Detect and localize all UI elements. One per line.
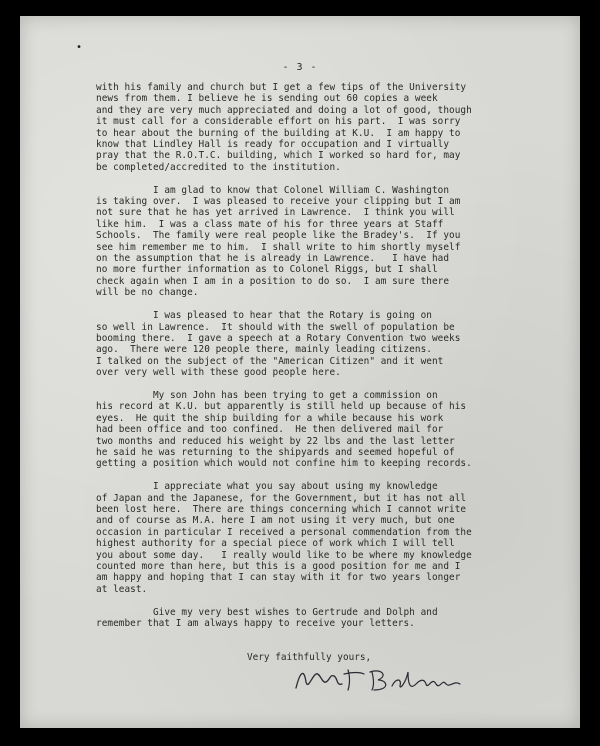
text-line: be completed/accredited to the institution. bbox=[96, 161, 341, 173]
text-line: remember that I am always happy to receive your letters. bbox=[96, 618, 415, 630]
text-line: his record at K.U. but apparently is still held up because of his bbox=[96, 401, 467, 413]
letter-paragraph bbox=[96, 607, 566, 630]
text-line: and they are very much appreciated and doing a lot of good, though bbox=[96, 104, 472, 116]
letter-paragraph bbox=[96, 481, 566, 595]
text-line: occasion in particular I received a personal commendation from the bbox=[96, 526, 472, 538]
closing-line: Very faithfully yours, bbox=[247, 652, 372, 663]
text-line: it must call for a considerable effort on his part. I was sorry bbox=[96, 116, 461, 128]
text-line: with his family and church but I get a few tips of the University bbox=[96, 82, 467, 93]
text-line: so well in Lawrence. It should with the swell of population be bbox=[96, 321, 455, 333]
text-line: ago. There were 120 people there, mainly leading citizens. bbox=[96, 344, 432, 356]
text-line: counted more than here, but this is a good position for me and I bbox=[96, 561, 461, 572]
text-line: not sure that he has yet arrived in Lawrence. I think you will bbox=[96, 207, 455, 219]
text-line: to hear about the burning of the building at K.U. I am happy to bbox=[96, 127, 461, 139]
letter-body bbox=[96, 82, 566, 641]
text-line: on the assumption that he is already in Lawrence. I have had bbox=[96, 253, 450, 265]
text-line: news from them. I believe he is sending out 60 copies a week bbox=[96, 93, 438, 105]
text-line: My son John has been trying to get a commission on bbox=[96, 389, 438, 401]
text-line: of Japan and the Japanese, for the Government, but it has not all bbox=[96, 492, 467, 504]
text-line: I was pleased to hear that the Rotary is going on bbox=[96, 310, 432, 322]
letter-paragraph bbox=[96, 390, 566, 470]
text-line: two months and reduced his weight by 22 lbs and the last letter bbox=[96, 435, 455, 447]
text-line: like him. I was a class mate of his for three years at Staff bbox=[96, 218, 444, 230]
text-line: had been office and too confined. He then delivered mail for bbox=[96, 424, 444, 436]
text-line: I talked on the subject of the "American Citizen" and it went bbox=[96, 355, 444, 367]
text-line: getting a position which would not confine him to keeping records. bbox=[96, 458, 472, 470]
handwritten-signature bbox=[290, 662, 490, 696]
text-line: he said he was returning to the shipyards and seemed hopeful of bbox=[96, 446, 455, 458]
text-line: am happy and hoping that I can stay with it for two years longer bbox=[96, 572, 461, 584]
text-line: I am glad to know that Colonel William C. Washington bbox=[96, 184, 450, 196]
text-line: Give my very best wishes to Gertrude and Dolph and bbox=[96, 606, 438, 618]
page-mark: • bbox=[76, 42, 83, 53]
text-line: over very well with these good people here. bbox=[96, 367, 341, 379]
text-line: will be no change. bbox=[96, 287, 199, 299]
letter-paragraph bbox=[96, 185, 566, 299]
page-number: - 3 - bbox=[282, 62, 318, 73]
text-line: eyes. He quit the ship building for a while because his work bbox=[96, 412, 444, 424]
text-line: at least. bbox=[96, 583, 148, 595]
letter-paragraph bbox=[96, 82, 566, 173]
text-line: booming there. I gave a speech at a Rotary Convention two weeks bbox=[96, 332, 461, 344]
letter-page bbox=[20, 16, 580, 728]
text-line: been lost here. There are things concerning which I cannot write bbox=[96, 503, 467, 515]
text-line: and of course as M.A. here I am not using it very much, but one bbox=[96, 515, 455, 527]
text-line: check again when I am in a position to do so. I am sure there bbox=[96, 275, 450, 287]
text-line: pray that the R.O.T.C. building, which I worked so hard for, may bbox=[96, 150, 461, 162]
text-line: no more further information as to Colonel Riggs, but I shall bbox=[96, 264, 438, 276]
text-line: you about some day. I really would like to be where my knowledge bbox=[96, 549, 472, 561]
text-line: know that Lindley Hall is ready for occupation and I virtually bbox=[96, 139, 450, 151]
letter-paragraph bbox=[96, 310, 566, 378]
text-line: is taking over. I was pleased to receive your clipping but I am bbox=[96, 196, 461, 208]
text-line: Schools. The family were real people like the Bradey's. If you bbox=[96, 230, 461, 242]
text-line: I appreciate what you say about using my knowledge bbox=[96, 481, 438, 493]
text-line: highest authority for a special piece of work which I will tell bbox=[96, 538, 455, 550]
text-line: see him remember me to him. I shall write to him shortly myself bbox=[96, 241, 461, 253]
